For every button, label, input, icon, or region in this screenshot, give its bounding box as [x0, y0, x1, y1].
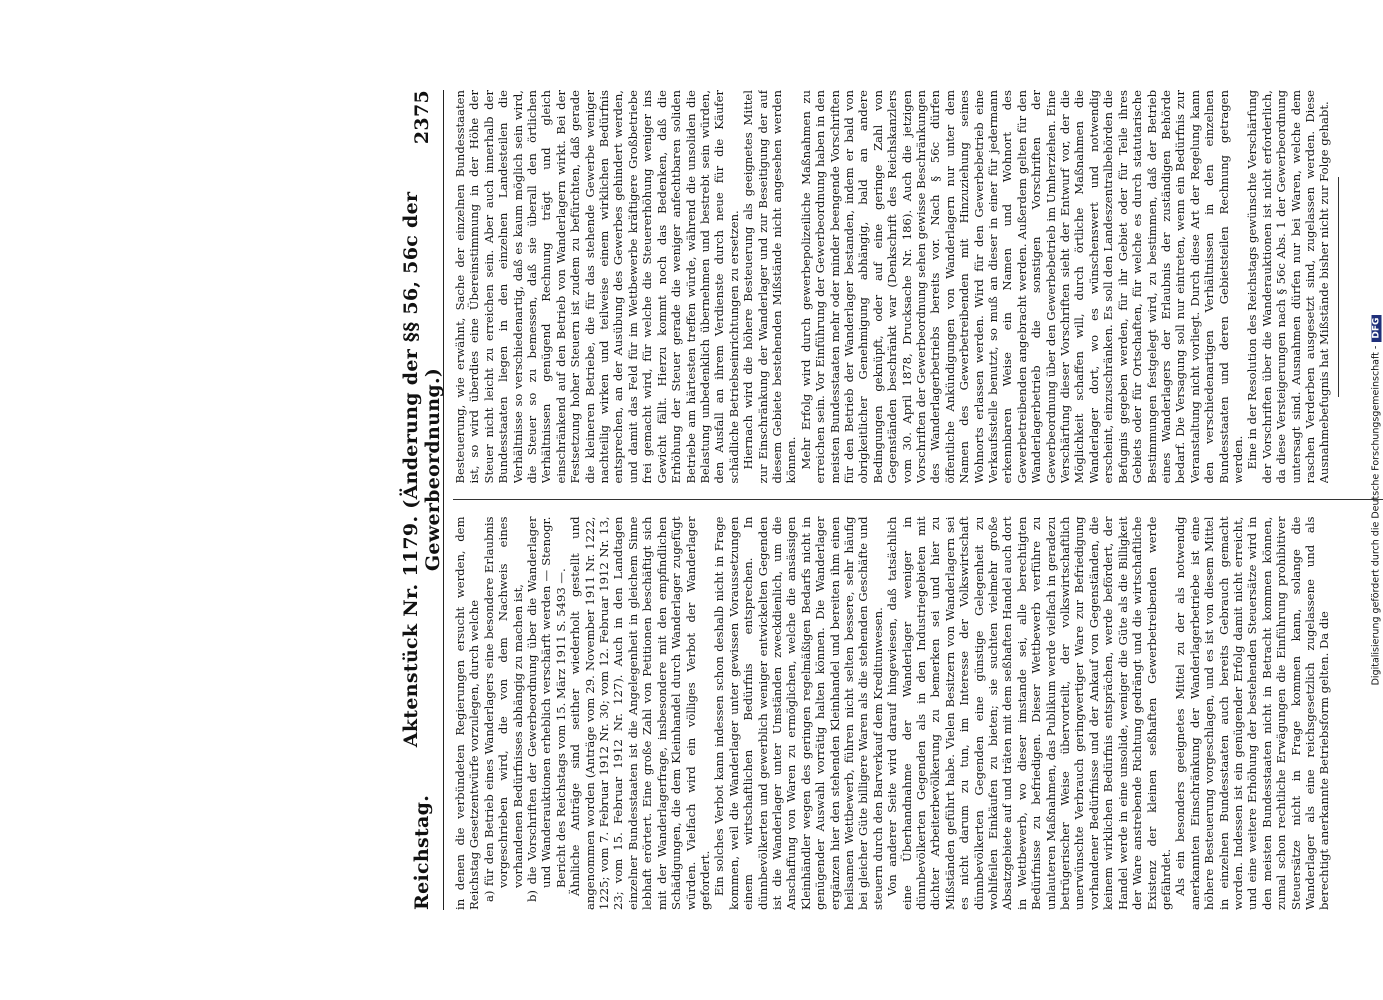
- paragraph: Mehr Erfolg wird durch gewerbepolizeiliche Maßnahmen zu erreichen sein. Vor Einführung der Gewerbeordnung haben in den meisten Bundesstaaten mehr oder minder beengende Vorschriften für den Betrieb der Wanderlager bestanden, indem er bald von obrigkeitlicher Genehmigung abhängig, bald an andere Bedingungen geknüpft, oder auf eine geringe Zahl von Gegenständen beschränkt war (Denkschrift des Reichskanzlers vom 30. April 1878, Drucksache Nr. 186). Auch die jetzigen Vorschriften der Gewerbeordnung sehen gewisse Beschränkungen des Wanderlagerbetriebs bereits vor. Nach § 56c dürfen öffentliche Ankündigungen von Wanderlagern nur unter dem Namen des Gewerbetreibenden mit Hinzuziehung seines Wohnorts erlassen werden. Wird für den Gewerbebetrieb eine Verkaufsstelle benutzt, so muß an dieser in einer für jedermann erkennbaren Weise ein Namen und Wohnort des Gewerbetreibenden angebracht werden. Außerdem gelten für den Wanderlagerbetrieb die sonstigen Vorschriften der Gewerbeordnung über den Gewerbebetrieb im Umherziehen. Eine Verschärfung dieser Vorschriften sieht der Entwurf vor, der die Möglichkeit schaffen will, durch örtliche Maßnahmen die Wanderlager dort, wo es wünschenswert und notwendig erscheint, einzuschränken. Es soll den Landeszentralbehörden die Befugnis gegeben werden, für ihr Gebiet oder für Teile ihres Gebiets oder für Ortschaften, für welche es durch statutarische Bestimmungen festgelegt wird, zu bestimmen, daß der Betrieb eines Wanderlagers der Erlaubnis der zuständigen Behörde bedarf. Die Versagung soll nur eintreten, wenn ein Bedürfnis zur Veranstaltung nicht vorliegt. Durch diese Art der Regelung kann den verschiedenartigen Verhältnissen in den einzelnen Bundesstaaten und deren Gebietsteilen Rechnung getragen werden.: [798, 90, 1245, 484]
- header-title: Aktenstück Nr. 1179. (Änderung der §§ 56, 56c der Gewerbeordnung.): [400, 191, 444, 748]
- paragraph: Ähnliche Anträge sind seither wiederholt gestellt und angenommen worden (Anträge vom 29. November 1911 Nr. 1222, 1225; vom 7. Februar 1912 Nr. 30; vom 12. Februar 1912 Nr. 13, 23; vom 15. Februar 1912 Nr. 127). Auch in den Landtagen einzelner Bundesstaaten ist die Angelegenheit in gleichem Sinne lebhaft erörtert. Eine große Zahl von Petitionen beschäftigt sich mit der Wanderlagerfrage, insbesondere mit den empfindlichen Schädigungen, die dem Kleinhandel durch Wanderlager zugefügt würden. Vielfach wird ein völliges Verbot der Wanderlager gefordert.: [568, 516, 712, 910]
- paragraph: Besteuerung, wie erwähnt, Sache der einzelnen Bundesstaaten ist, so wird überdies eine Übereinstimmung in der Höhe der Steuer nicht leicht zu erreichen sein. Aber auch innerhalb der Bundesstaaten liegen in den einzelnen Landesteilen die Verhältnisse so verschiedenartig, daß es kaum möglich sein wird, die Steuer so zu bemessen, daß sie überall den örtlichen Verhältnissen genügend Rechnung trägt und gleich einschränkend auf den Betrieb von Wanderlagern wirkt. Bei der Festsetzung hoher Steuern ist zudem zu befürchten, daß gerade die kleineren Betriebe, die für das stehende Gewerbe weniger nachteilig wirken und teilweise einem wirklichen Bedürfnis entsprechen, an der Ausübung des Gewerbes gehindert werden, und damit das Feld für im Wettbewerbe kräftigere Großbetriebe frei gemacht wird, für welche die Steuererhöhung weniger ins Gewicht fällt. Hierzu kommt noch das Bedenken, daß die Erhöhung der Steuer gerade die weniger anfechtbaren soliden Betriebe am härtesten treffen würde, während die unsoliden die Belastung unbedenklich übernehmen und bestrebt sein würden, den Ausfall an ihrem Verdienste durch neue für die Käufer schädliche Betriebseinrichtungen zu ersetzen.: [453, 90, 741, 484]
- end-rule: [1338, 177, 1339, 397]
- page-number: 2375: [411, 90, 433, 145]
- list-item-b: b) die Vorschriften der Gewerbeordnung über die Wanderlager und Wanderauktionen erheblich verschärft werden — Stenogr. Bericht des Reichstags vom 15. März 1911 S. 5493 —.: [525, 516, 568, 902]
- dfg-logo: DFG: [1372, 315, 1382, 342]
- digitization-credit: [1371, 0, 1382, 1000]
- list-item-a: a) für den Betrieb eines Wanderlagers eine besondere Erlaubnis vorgeschrieben wird, die von dem Nachweis eines vorhandenen Bedürfnisses abhängig zu machen ist,: [481, 516, 525, 902]
- text-columns: [453, 90, 1383, 910]
- paragraph: in denen die verbündeten Regierungen ersucht werden, dem Reichstag Gesetzentwürfe vorzulegen, durch welche: [453, 516, 482, 910]
- paragraph: Als ein besonders geeignetes Mittel zu der als notwendig anerkannten Einschränkung der Wanderlagerbetriebe ist eine höhere Besteuerung vorgeschlagen, und es ist von diesem Mittel in einzelnen Bundesstaaten auch bereits Gebrauch gemacht worden. Indessen ist ein genügender Erfolg damit nicht erreicht, und eine weitere Erhöhung der bestehenden Steuersätze wird in den meisten Bundesstaaten nicht in Betracht kommen können, zumal schon rechtliche Erwägungen die Einführung prohibitiver Steuersätze nicht in Frage kommen kann, solange die Wanderlager als eine reichsgesetzlich zugelassene und als berechtigt anerkannte Betriebsform gelten. Da die: [1173, 516, 1332, 910]
- credit-text: Digitalisierung gefördert durch die Deutsche Forschungsgemeinschaft -: [1370, 345, 1382, 686]
- header-rule: [443, 90, 444, 910]
- left-column: [453, 517, 1383, 911]
- document-page: [395, 70, 1383, 930]
- header-left: Reichstag.: [411, 794, 433, 910]
- column-divider: [453, 500, 1383, 501]
- paragraph: Hiernach wird die höhere Besteuerung als geeignetes Mittel zur Einschränkung der Wanderlager und zur Beseitigung der auf diesem Gebiete bestehenden Mißstände nicht angesehen werden können.: [741, 90, 799, 484]
- page-header: [400, 90, 444, 910]
- right-column: [453, 90, 1383, 484]
- paragraph: Eine in der Resolution des Reichstags gewünschte Verschärfung der Vorschriften über die Wanderauktionen ist nicht erforderlich, da diese Versteigerungen nach § 56c Abs. 1 der Gewerbeordnung untersagt sind. Ausnahmen dürfen nur bei Waren, welche dem raschen Verderben ausgesetzt sind, zugelassen werden. Diese Ausnahmebefugnis hat Mißstände bisher nicht zur Folge gehabt.: [1245, 90, 1332, 484]
- paragraph: Ein solches Verbot kann indessen schon deshalb nicht in Frage kommen, weil die Wanderlager unter gewissen Voraussetzungen einem wirtschaftlichen Bedürfnis entsprechen. In dünnbevölkerten und gewerblich weniger entwickelten Gegenden ist die Wanderlager unter Umständen zweckdienlich, um die Anschaffung von Waren zu ermöglichen, welche die ansässigen Kleinhändler wegen des geringen regelmäßigen Bedarfs nicht in genügender Auswahl vorrätig halten können. Die Wanderlager ergänzen hier den stehenden Kleinhandel und bereiten ihm einen heilsamen Wettbewerb, führen nicht selten bessere, sehr häufig bei gleicher Güte billigere Waren als die stehenden Geschäfte und steuern durch den Barverkauf dem Kreditunwesen.: [712, 516, 885, 910]
- paragraph: Von anderer Seite wird darauf hingewiesen, daß tatsächlich eine Überhandnahme der Wanderlager weniger in dünnbevölkerten Gegenden als in den Industriegebieten mit dichter Arbeiterbevölkerung zu bemerken sei und hier zu Mißständen geführt habe. Vielen Besitzern von Wanderlagern sei es nicht darum zu tun, im Interesse der Volkswirtschaft dünnbevölkerten Gegenden eine günstige Gelegenheit zu wohlfeilen Einkäufen zu bieten; sie suchten vielmehr große Absatzgebiete auf und träten mit dem seßhaften Handel auch dort in Wettbewerb, wo dieser imstande sei, alle berechtigten Bedürfnisse zu befriedigen. Dieser Wettbewerb verführe zu unlauteren Maßnahmen, das Publikum werde vielfach in geradezu betrügerischer Weise übervorteilt, der volkswirtschaftlich unerwünschte Verbrauch geringwertiger Ware zur Befriedigung vorhandener Bedürfnisse und der Ankauf von Gegenständen, die keinem wirklichen Bedürfnis entsprächen, werde befördert, der Handel werde in eine unsolide, weniger die Güte als die Billigkeit der Ware anstrebende Richtung gedrängt und die wirtschaftliche Existenz der kleinen seßhaften Gewerbetreibenden werde gefährdet.: [885, 516, 1173, 910]
